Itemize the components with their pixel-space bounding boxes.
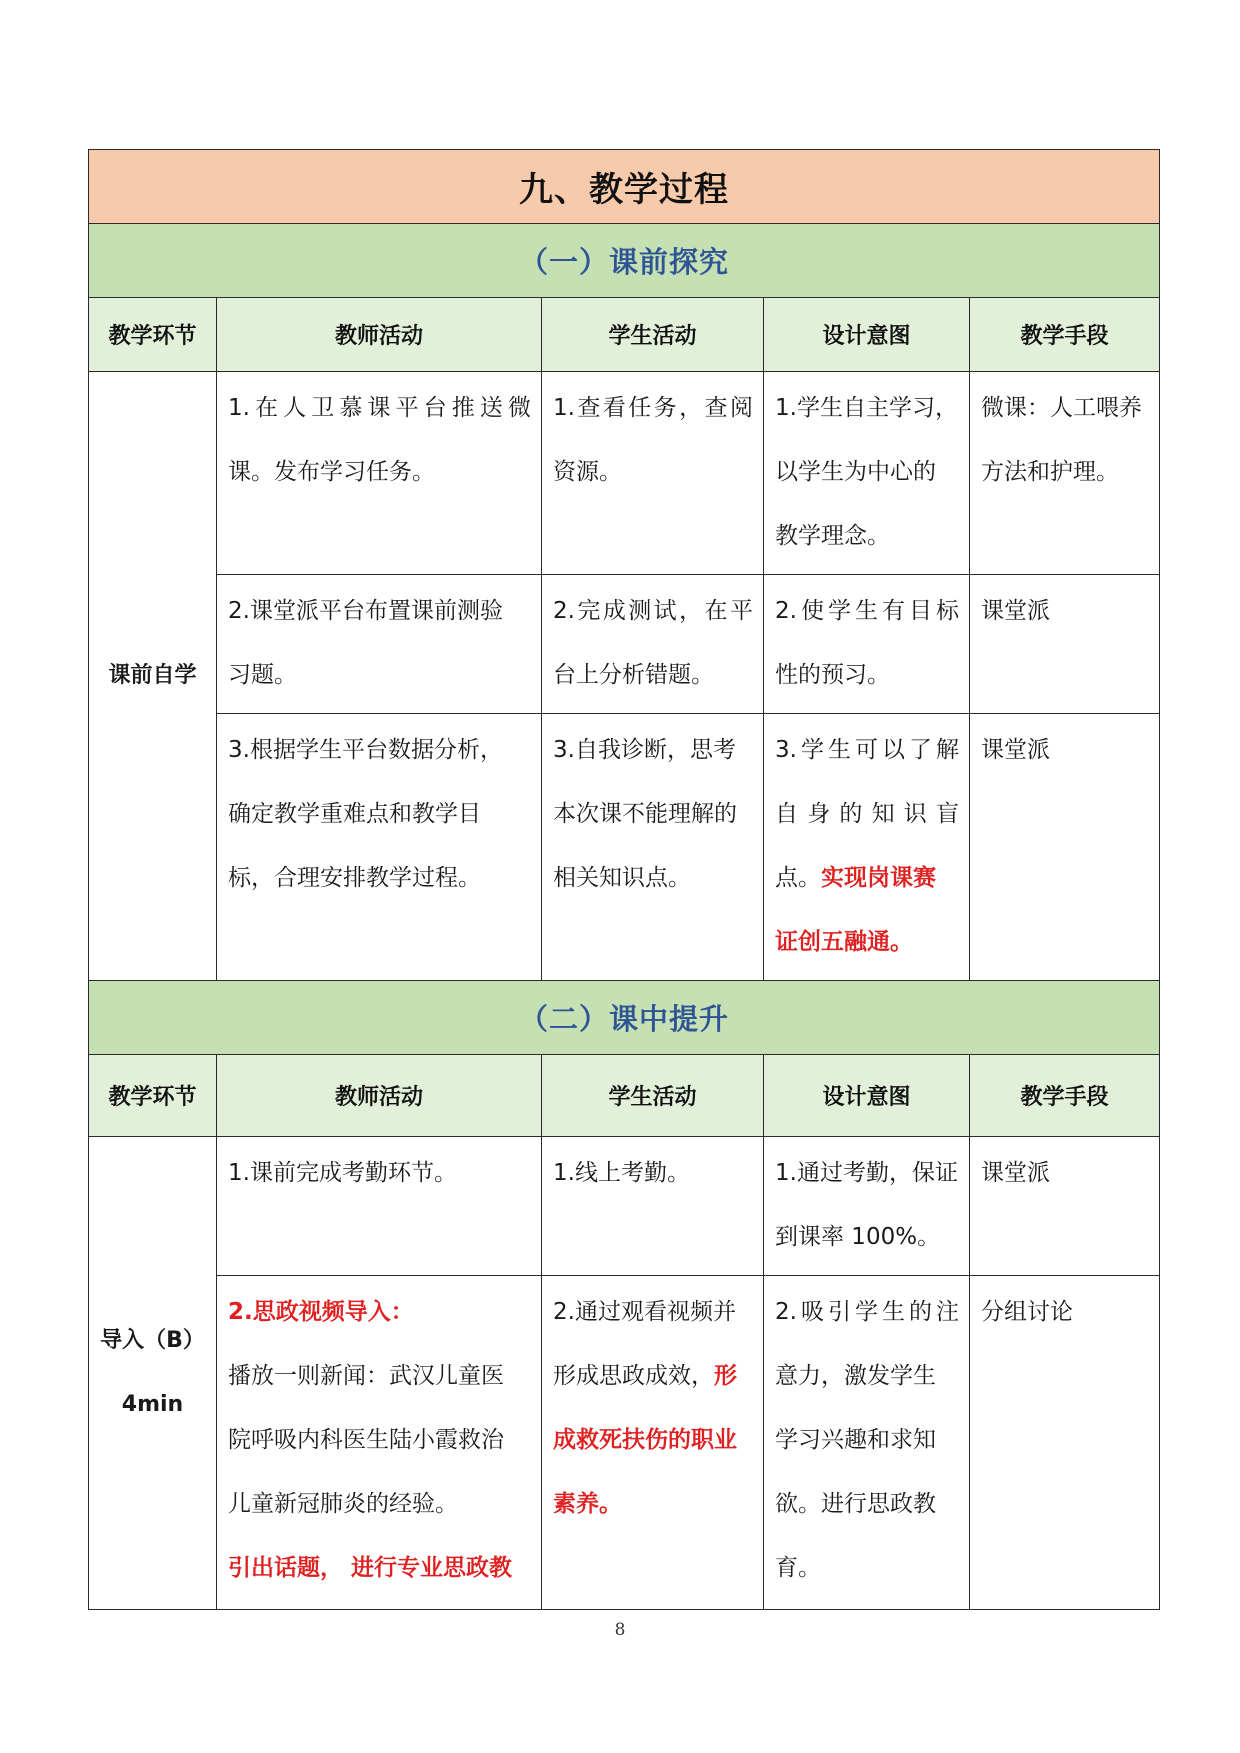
student-activity [542,1137,764,1276]
text-line: 课。发布学习任务。 [228,459,435,485]
text-line [775,846,959,910]
header-student: 学生活动 [542,1055,764,1137]
text-line: 院呼吸内科医生陆小霞救治 [228,1427,504,1453]
text-line: 2.使学生有目标 [775,598,959,624]
section1-row-1 [89,372,1160,575]
section1-row-3 [89,714,1160,981]
section2-row-1 [89,1137,1160,1276]
header-design: 设计意图 [764,298,970,372]
header-means: 教学手段 [970,1055,1160,1137]
stage-pre-class: 课前自学 [89,372,217,981]
header-stage: 教学环节 [89,298,217,372]
text-line: 本次课不能理解的 [553,801,737,827]
text-line: 到课率 100%。 [775,1224,941,1250]
teacher-activity [217,372,542,575]
design-intent [764,575,970,714]
design-intent [764,714,970,981]
emphasis-text: 引出话题， 进行专业思政教 [228,1555,513,1581]
text-line: 性的预习。 [775,662,890,688]
plain-text: 点。 [775,865,821,891]
text-line: 播放一则新闻：武汉儿童医 [228,1363,504,1389]
text-line: 课堂派 [981,598,1050,624]
header-teacher: 教师活动 [217,298,542,372]
teaching-means [970,575,1160,714]
emphasis-text: 证创五融通。 [775,929,913,955]
cell-content [553,1280,753,1595]
student-activity [542,714,764,981]
stage-introduction [89,1137,217,1610]
emphasis-text: 实现岗课赛 [821,865,936,891]
cell-content [775,1280,959,1595]
cell-content [228,1280,531,1595]
text-line: 学习兴趣和求知 [775,1427,936,1453]
section1-header-row [89,298,1160,372]
header-design: 设计意图 [764,1055,970,1137]
header-stage: 教学环节 [89,1055,217,1137]
section2-header-row [89,1055,1160,1137]
text-line: 欲。进行思政教 [775,1491,936,1517]
teacher-activity [217,1276,542,1610]
teaching-means [970,1276,1160,1610]
stage-duration: 4min [121,1392,184,1417]
section2-row-2 [89,1276,1160,1610]
section1-row-2 [89,575,1160,714]
text-line: 1.课前完成考勤环节。 [228,1160,457,1186]
header-teacher: 教师活动 [217,1055,542,1137]
text-line: 2.吸引学生的注 [775,1299,959,1325]
design-intent [764,1276,970,1610]
cell-content [981,1280,1149,1595]
student-activity [542,575,764,714]
text-line: 分组讨论 [981,1299,1073,1325]
plain-text: 形成思政成效， [553,1363,714,1389]
emphasis-text: 素养。 [553,1491,622,1517]
text-line: 方法和护理。 [981,459,1119,485]
section1-row [89,224,1160,298]
emphasis-text: 成救死扶伤的职业 [553,1427,737,1453]
text-line: 儿童新冠肺炎的经验。 [228,1491,458,1517]
text-line: 1.线上考勤。 [553,1160,690,1186]
text-line: 标，合理安排教学过程。 [228,865,481,891]
text-line: 以学生为中心的 [775,459,936,485]
teaching-means [970,372,1160,575]
text-line: 1.学生自主学习， [775,395,958,421]
design-intent [764,372,970,575]
teaching-process-table [88,149,1160,1610]
text-line: 3.学生可以了解 [775,737,959,763]
design-intent [764,1137,970,1276]
student-activity [542,372,764,575]
text-line: 自身的知识盲 [775,801,959,827]
section2-row [89,981,1160,1055]
text-line: 2.课堂派平台布置课前测验 [228,598,503,624]
text-line: 确定教学重难点和教学目 [228,801,481,827]
section1-title: （一）课前探究 [89,224,1160,298]
teacher-activity [217,714,542,981]
text-line: 1.查看任务，查阅 [553,395,753,421]
page-number: 8 [614,1620,626,1640]
text-line: 意力，激发学生 [775,1363,936,1389]
text-line: 微课：人工喂养 [981,395,1142,421]
section2-title: （二）课中提升 [89,981,1160,1055]
teacher-activity [217,1137,542,1276]
text-line: 2.通过观看视频并 [553,1299,736,1325]
text-line: 3.根据学生平台数据分析， [228,737,503,763]
text-line: 教学理念。 [775,523,890,549]
header-means: 教学手段 [970,298,1160,372]
text-line: 2.完成测试，在平 [553,598,753,624]
title-row [89,150,1160,224]
text-line: 课堂派 [981,1160,1050,1186]
text-line: 1.通过考勤，保证 [775,1160,958,1186]
text-line: 台上分析错题。 [553,662,714,688]
text-line: 育。 [775,1555,821,1581]
text-line: 相关知识点。 [553,865,691,891]
text-line [553,1344,753,1408]
teaching-means [970,1137,1160,1276]
text-line: 习题。 [228,662,297,688]
text-line: 课堂派 [981,737,1050,763]
text-line: 资源。 [553,459,622,485]
student-activity [542,1276,764,1610]
teaching-means [970,714,1160,981]
emphasis-text: 形 [714,1363,737,1389]
document-title: 九、教学过程 [89,150,1160,224]
teacher-activity [217,575,542,714]
header-student: 学生活动 [542,298,764,372]
text-line: 1.在人卫慕课平台推送微 [228,395,531,421]
emphasis-heading: 2.思政视频导入： [228,1299,414,1325]
stage-label: 导入（B） [100,1328,205,1353]
text-line: 3.自我诊断，思考 [553,737,736,763]
